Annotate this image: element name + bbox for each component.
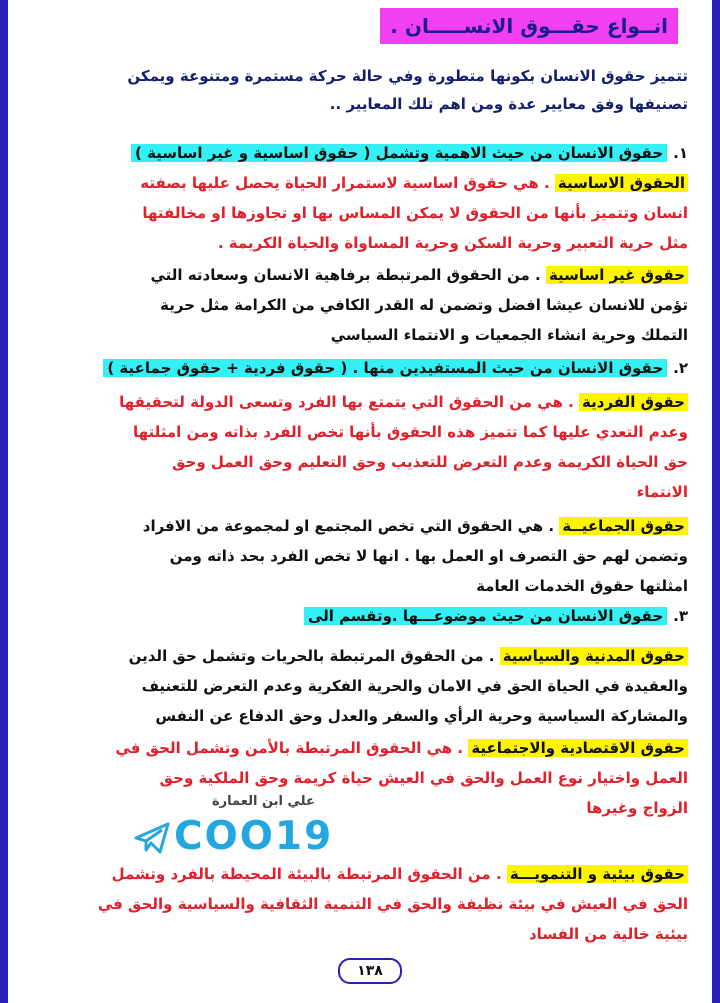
- item-line: [60, 171, 688, 195]
- right-border: [712, 0, 720, 1003]
- item-line: وتضمن لهم حق التصرف او العمل بها . انها لا تخص الفرد بحد ذاته ومن: [169, 547, 688, 565]
- item-line: والمشاركة السياسية وحرية الرأي والسفر والعدل وحق الدفاع عن النفس: [155, 707, 688, 725]
- item-line: الانتماء: [636, 483, 688, 501]
- item-text: . هي الحقوق التي تخص المجتمع او لمجموعة من الافراد: [142, 517, 555, 535]
- item-line: التملك وحرية انشاء الجمعيات و الانتماء السياسي: [330, 326, 688, 344]
- item-text: . هي حقوق اساسية لاستمرار الحياة يحصل عليها بصفته: [140, 174, 550, 192]
- item-text: . من الحقوق المرتبطة برفاهية الانسان وسعادته التي: [150, 266, 541, 284]
- item-line: الزواج وغيرها: [586, 799, 688, 817]
- item-line: امثلتها حقوق الخدمات العامة: [476, 577, 688, 595]
- watermark: [132, 794, 372, 878]
- section-heading-text: حقوق الانسان من حيث المستفيدين منها . ( حقوق فردية + حقوق جماعية ): [103, 359, 667, 377]
- item-line: حق الحياة الكريمة وعدم التعرض للتعذيب وحق التعليم وحق العمل وحق: [171, 453, 688, 471]
- item-line: تؤمن للانسان عيشا افضل وتضمن له القدر الكافي من الكرامة مثل حرية: [160, 296, 688, 314]
- item-line: [60, 644, 688, 668]
- section-number: ٢.: [673, 359, 688, 377]
- telegram-icon: [132, 818, 172, 858]
- intro-line: تصنيفها وفق معايير عدة ومن اهم تلك المعايير ..: [329, 95, 688, 113]
- item-term: حقوق غير اساسية: [546, 266, 688, 284]
- page-number: ١٣٨: [338, 958, 402, 984]
- watermark-brand: COO19: [174, 814, 334, 859]
- item-line: [60, 390, 688, 414]
- item-line: [60, 263, 688, 287]
- section-heading-text: حقوق الانسان من حيث الاهمية وتشمل ( حقوق اساسية و غير اساسية ): [131, 144, 667, 162]
- item-text: . من الحقوق المرتبطة بالحريات وتشمل حق الدين: [128, 647, 495, 665]
- item-line: بيئية خالية من الفساد: [528, 925, 688, 943]
- item-term: حقوق الفردية: [579, 393, 688, 411]
- item-line: العمل واختيار نوع العمل والحق في العيش حياة كريمة وحق الملكية وحق: [159, 769, 688, 787]
- item-term: حقوق الاقتصادية والاجتماعية: [468, 739, 688, 757]
- item-line: والعقيدة في الحياة الحق في الامان والحرية الفكرية وعدم التعرض للتعنيف: [141, 677, 688, 695]
- section-heading: [60, 356, 688, 380]
- item-line: الحق في العيش في بيئة نظيفة والحق في التنمية الثقافية والسياسية والحق في: [97, 895, 688, 913]
- section-number: ٣.: [673, 607, 688, 625]
- watermark-author: علي ابن العمارة: [212, 794, 315, 809]
- item-term: حقوق المدنية والسياسية: [500, 647, 688, 665]
- item-line: انسان وتتميز بأنها من الحقوق لا يمكن المساس بها او تجاوزها او مخالفتها: [142, 204, 688, 222]
- item-line: مثل حرية التعبير وحرية السكن وحرية المساواة والحياة الكريمة .: [217, 234, 688, 252]
- section-heading: [60, 604, 688, 628]
- item-text: . من الحقوق المرتبطة بالبيئة المحيطة بالفرد وتشمل: [111, 865, 502, 883]
- section-heading-text: حقوق الانسان من حيث موضوعـــها .وتقسم الى: [304, 607, 667, 625]
- section-number: ١.: [673, 144, 688, 162]
- item-line: [60, 514, 688, 538]
- item-text: . هي الحقوق المرتبطة بالأمن وتشمل الحق في: [115, 739, 464, 757]
- item-line: وعدم التعدي عليها كما تتميز هذه الحقوق بأنها تخص الفرد بذاته ومن امثلتها: [132, 423, 688, 441]
- item-line: [60, 736, 688, 760]
- page-title: انــواع حقـــوق الانســـــان .: [380, 8, 678, 44]
- section-heading: [60, 141, 688, 165]
- left-border: [0, 0, 8, 1003]
- item-text: . هي من الحقوق التي يتمتع بها الفرد وتسعى الدولة لتحقيقها: [119, 393, 574, 411]
- item-term: الحقوق الاساسية: [555, 174, 688, 192]
- item-term: حقوق الجماعيــة: [559, 517, 688, 535]
- item-term: حقوق بيئية و التنمويـــة: [507, 865, 688, 883]
- intro-line: تتميز حقوق الانسان بكونها متطورة وفي حالة حركة مستمرة ومتنوعة ويمكن: [127, 67, 688, 85]
